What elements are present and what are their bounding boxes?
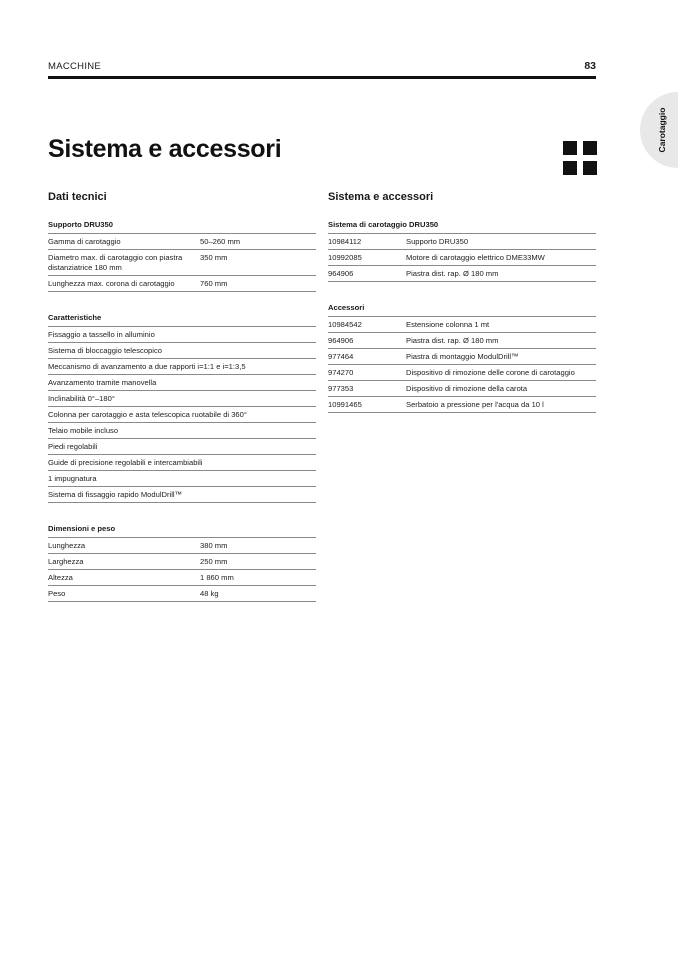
grid-square: [583, 141, 597, 155]
table-row: [328, 365, 596, 381]
row-value: Dispositivo di rimozione delle corone di carotaggio: [406, 368, 575, 377]
row-key: 964906: [328, 336, 354, 345]
table-row: [328, 349, 596, 365]
feature-text: Sistema di bloccaggio telescopico: [48, 346, 162, 355]
grid-square: [583, 161, 597, 175]
row-key: 10992085: [328, 253, 362, 262]
row-key: Lunghezza max. corona di carotaggio: [48, 279, 175, 288]
row-value: Dispositivo di rimozione della carota: [406, 384, 528, 393]
grid-four-squares-icon: [563, 141, 597, 175]
row-value: 380 mm: [200, 541, 228, 550]
row-key: 964906: [328, 269, 354, 278]
row-key: Larghezza: [48, 557, 84, 566]
accessori-section: [328, 300, 596, 413]
table-row: [328, 381, 596, 397]
feature-text: Telaio mobile incluso: [48, 426, 119, 435]
system-accessories-heading: Sistema e accessori: [328, 191, 434, 203]
table-row: [48, 234, 316, 250]
dimensioni-section: [48, 521, 316, 602]
table-row: [48, 554, 316, 570]
table-row: [328, 333, 596, 349]
sistema-section: [328, 217, 596, 282]
row-key: 10984112: [328, 237, 362, 246]
row-key: Gamma di carotaggio: [48, 237, 121, 246]
row-key: Peso: [48, 589, 66, 598]
feature-text: Avanzamento tramite manovella: [48, 378, 157, 387]
row-value: 760 mm: [200, 279, 228, 288]
page-number: 83: [584, 60, 596, 72]
feature-text: Guide di precisione regolabili e intercambiabili: [48, 458, 203, 467]
row-value: 50–260 mm: [200, 237, 241, 246]
system-accessories-column: [328, 191, 596, 427]
technical-data-column: [48, 191, 316, 616]
table-row: [48, 276, 316, 292]
grid-square: [563, 141, 577, 155]
table-row: [48, 375, 316, 391]
table-row: [48, 250, 316, 276]
grid-square: [563, 161, 577, 175]
row-value: Piastra dist. rap. Ø 180 mm: [406, 269, 499, 278]
table-row: [48, 455, 316, 471]
row-key: Altezza: [48, 573, 73, 582]
row-value: Motore di carotaggio elettrico DME33MW: [406, 253, 545, 262]
table-row: [48, 439, 316, 455]
table-row: [328, 397, 596, 413]
sistema-title: Sistema di carotaggio DRU350: [328, 217, 596, 234]
table-row: [328, 250, 596, 266]
row-value: 48 kg: [200, 589, 219, 598]
table-row: [48, 471, 316, 487]
table-row: [48, 327, 316, 343]
row-key: 10984542: [328, 320, 362, 329]
row-value: Supporto DRU350: [406, 237, 469, 246]
row-key: 977464: [328, 352, 354, 361]
row-value: Piastra di montaggio ModulDrill™: [406, 352, 519, 361]
table-row: [48, 391, 316, 407]
side-tab-label: Carotaggio: [657, 107, 667, 153]
table-row: [48, 487, 316, 503]
feature-text: Piedi regolabili: [48, 442, 98, 451]
row-value: Estensione colonna 1 mt: [406, 320, 490, 329]
table-row: [328, 266, 596, 282]
row-key: 977353: [328, 384, 354, 393]
table-row: [48, 343, 316, 359]
feature-text: Fissaggio a tassello in alluminio: [48, 330, 155, 339]
table-row: [328, 317, 596, 333]
caratteristiche-section: [48, 310, 316, 503]
supporto-title: Supporto DRU350: [48, 217, 316, 234]
feature-text: Inclinabilità 0°–180°: [48, 394, 115, 403]
row-value: 350 mm: [200, 253, 228, 262]
accessori-title: Accessori: [328, 300, 596, 317]
row-key: 10991465: [328, 400, 362, 409]
feature-text: 1 impugnatura: [48, 474, 97, 483]
caratteristiche-title: Caratteristiche: [48, 310, 316, 327]
header-rule: [48, 76, 596, 79]
feature-text: Meccanismo di avanzamento a due rapporti i=1:1 e i=1:3,5: [48, 362, 246, 371]
page-title: Sistema e accessori: [48, 135, 282, 163]
row-value: Serbatoio a pressione per l'acqua da 10 l: [406, 400, 544, 409]
table-row: [48, 570, 316, 586]
row-value: 1 860 mm: [200, 573, 234, 582]
feature-text: Colonna per carotaggio e asta telescopica ruotabile di 360°: [48, 410, 247, 419]
feature-text: Sistema di fissaggio rapido ModulDrill™: [48, 490, 183, 499]
technical-data-heading: Dati tecnici: [48, 191, 107, 203]
table-row: [48, 586, 316, 602]
table-row: [48, 359, 316, 375]
row-key: 974270: [328, 368, 354, 377]
table-row: [48, 423, 316, 439]
table-row: [328, 234, 596, 250]
table-row: [48, 538, 316, 554]
supporto-section: [48, 217, 316, 292]
row-key: Lunghezza: [48, 541, 86, 550]
dimensioni-title: Dimensioni e peso: [48, 521, 316, 538]
table-row: [48, 407, 316, 423]
row-value: 250 mm: [200, 557, 228, 566]
row-key: Diametro max. di carotaggio con piastra distanziatrice 180 mm: [48, 253, 183, 272]
row-value: Piastra dist. rap. Ø 180 mm: [406, 336, 499, 345]
running-header-section: MACCHINE: [48, 61, 102, 72]
